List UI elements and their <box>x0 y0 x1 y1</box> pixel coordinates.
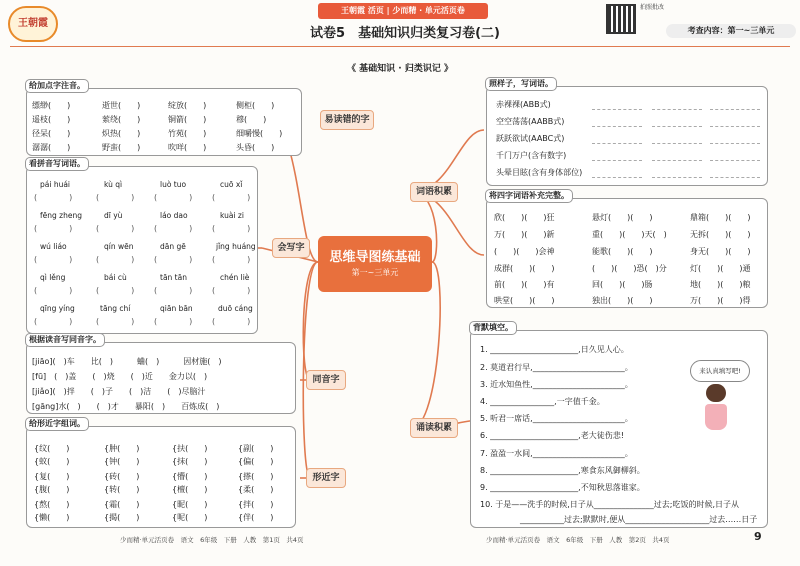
pinyin-item: bái cù <box>104 273 127 282</box>
pinyin-item: chén liè <box>220 273 250 282</box>
idiom-item: 欣( )( )狂 <box>494 213 555 222</box>
cartoon-girl-icon <box>702 384 730 432</box>
pinyin-item: cuō xǐ <box>220 180 243 189</box>
exam-scope: 考查内容：第一~三单元 <box>666 24 796 38</box>
answer-line[interactable] <box>652 109 702 110</box>
answer-parens[interactable]: ( ) <box>212 224 251 233</box>
phonetic-item: 吹咩( ) <box>168 143 207 152</box>
pinyin-item: qīng yíng <box>40 304 75 313</box>
node-similar-char: 形近字 <box>306 468 346 488</box>
answer-line[interactable] <box>592 160 642 161</box>
answer-parens[interactable]: ( ) <box>154 255 193 264</box>
recite-line: 6. ______________________,老大徒伤悲! <box>480 431 624 440</box>
panel-pinyin-title: 看拼音写词语。 <box>25 157 89 171</box>
recite-line: 9. ______________________,不知秋思落谁家。 <box>480 483 645 492</box>
answer-line[interactable] <box>652 177 702 178</box>
node-can-write: 会写字 <box>272 238 310 258</box>
phonetic-item: 竹苑( ) <box>168 129 207 138</box>
phonetic-item: 穆( ) <box>236 115 267 124</box>
answer-line[interactable] <box>710 143 760 144</box>
answer-parens[interactable]: ( ) <box>212 317 251 326</box>
pinyin-item: duō cáng <box>218 304 253 313</box>
pinyin-item: tān tān <box>160 273 187 282</box>
pinyin-item: qiān bān <box>160 304 193 313</box>
pinyin-item: qín wēn <box>104 242 134 251</box>
similar-pair: {砖( ) {转( ) <box>104 472 140 494</box>
phonetic-item: 遥枝( ) <box>32 115 71 124</box>
recite-line: 3. 近水知鱼性,_______________________。 <box>480 380 633 389</box>
phonetic-item: 逝世( ) <box>102 101 141 110</box>
qr-caption: 拍照批改 <box>640 4 665 11</box>
idiom-item: 身无( )( ) <box>690 247 751 256</box>
footer-right: 少而精·单元活页卷 语文 6年级 下册 人教 第2页 共4页 <box>486 536 670 544</box>
idiom-item: 地( )( )粮 <box>690 280 751 289</box>
example-row: 赤裸裸(ABB式) <box>496 100 551 109</box>
answer-parens[interactable]: ( ) <box>34 286 73 295</box>
center-node: 思维导图练基础 第一~三单元 <box>318 236 432 292</box>
answer-parens[interactable]: ( ) <box>96 286 135 295</box>
answer-parens[interactable]: ( ) <box>34 255 73 264</box>
answer-line[interactable] <box>592 177 642 178</box>
panel-example-title: 照样子，写词语。 <box>485 77 557 91</box>
homophone-row: [gāng]水( ) ( )才 暴阳( ) 百炼成( ) <box>32 402 220 411</box>
phonetic-item: 侧柜( ) <box>236 101 275 110</box>
homophone-row: [fū] ( )盖 ( )烧 ( )近 金力以( ) <box>32 372 208 381</box>
idiom-item: 重( )( )天( ) <box>592 230 667 239</box>
answer-parens[interactable]: ( ) <box>96 255 135 264</box>
similar-pair: {搽( ) {柔( ) <box>238 472 274 494</box>
answer-line[interactable] <box>592 126 642 127</box>
idiom-item: 成群( )( ) <box>494 264 555 273</box>
answer-parens[interactable]: ( ) <box>34 224 73 233</box>
phonetic-item: 野蛮( ) <box>102 143 141 152</box>
phonetic-item: 头昏( ) <box>236 143 275 152</box>
idiom-item: 哄堂( )( ) <box>494 296 555 305</box>
panel-homophone-title: 根据读音写同音字。 <box>25 333 105 347</box>
example-row: 空空荡荡(AABB式) <box>496 117 565 126</box>
page-number: 9 <box>754 530 762 543</box>
similar-pair: {熬( ) {懒( ) <box>34 500 70 522</box>
node-homophone: 同音字 <box>306 370 346 390</box>
page-title: 试卷5 基础知识归类复习卷(二) <box>310 26 500 41</box>
recite-line: 8. ______________________,寒食东风御柳斜。 <box>480 466 645 475</box>
answer-parens[interactable]: ( ) <box>96 317 135 326</box>
idiom-item: 鼎箱( )( ) <box>690 213 751 222</box>
pinyin-item: wú liáo <box>40 242 67 251</box>
pinyin-item: kuài zi <box>220 211 244 220</box>
phonetic-item: 径呆( ) <box>32 129 71 138</box>
speech-bubble: 来认真填写吧! <box>690 360 750 382</box>
similar-pair: {拌( ) {伴( ) <box>238 500 274 522</box>
similar-pair: {霜( ) {揭( ) <box>104 500 140 522</box>
pinyin-item: dī yù <box>104 211 123 220</box>
recite-line: 7. 盈盈一水间,_______________________。 <box>480 449 633 458</box>
pinyin-item: láo dao <box>160 211 188 220</box>
similar-pair: {复( ) {腹( ) <box>34 472 70 494</box>
recite-line: 1. ______________________,日久见人心。 <box>480 345 629 354</box>
idiom-item: ( )( )恐( )分 <box>592 264 667 273</box>
pinyin-item: qì lěng <box>40 273 66 282</box>
idiom-item: 回( )( )肠 <box>592 280 653 289</box>
phonetic-item: 绽放( ) <box>168 101 207 110</box>
idiom-item: 悬灯( )( ) <box>592 213 653 222</box>
answer-parens[interactable]: ( ) <box>34 317 73 326</box>
answer-parens[interactable]: ( ) <box>154 286 193 295</box>
answer-parens[interactable]: ( ) <box>212 193 251 202</box>
node-recite: 诵读积累 <box>410 418 458 438</box>
recite-line: 4. ________________,一字值千金。 <box>480 397 605 406</box>
similar-pair: {肿( ) {钟( ) <box>104 444 140 466</box>
answer-line[interactable] <box>710 109 760 110</box>
pinyin-item: luò tuo <box>160 180 187 189</box>
answer-line[interactable] <box>652 126 702 127</box>
footer-left: 少而精·单元活页卷 语文 6年级 下册 人教 第1页 共4页 <box>120 536 304 544</box>
answer-line[interactable] <box>592 143 642 144</box>
phonetic-item: 细嚼慢( ) <box>236 129 283 138</box>
answer-line[interactable] <box>710 126 760 127</box>
idiom-item: 灯( )( )通 <box>690 264 751 273</box>
answer-parens[interactable]: ( ) <box>212 255 251 264</box>
recite-line: 5. 听君一席话,_______________________。 <box>480 414 633 423</box>
panel-idiom-title: 将四字词语补充完整。 <box>485 189 573 203</box>
answer-line[interactable] <box>652 143 702 144</box>
answer-parens[interactable]: ( ) <box>154 224 193 233</box>
similar-pair: {纹( ) {蚊( ) <box>34 444 70 466</box>
phonetic-item: 铜箭( ) <box>168 115 207 124</box>
idiom-item: 万( )( )得 <box>690 296 751 305</box>
section-heading: 《 基础知识 · 归类识记 》 <box>347 64 453 74</box>
header-rule <box>10 46 790 47</box>
recite-line: 2. 莫道君行早,_______________________。 <box>480 363 633 372</box>
example-row: 跃跃欲试(AABC式) <box>496 134 565 143</box>
pinyin-item: jǐng huáng <box>216 242 256 251</box>
pinyin-item: kù qì <box>104 180 123 189</box>
example-row: 头晕目眩(含有身体部位) <box>496 168 583 177</box>
homophone-row: [jiāo]( )车 比( ) 蛐( ) 因材施( ) <box>32 357 222 366</box>
answer-line[interactable] <box>710 160 760 161</box>
similar-pair: {昵( ) {呢( ) <box>172 500 208 522</box>
answer-line[interactable] <box>710 177 760 178</box>
answer-parens[interactable]: ( ) <box>154 317 193 326</box>
recite-line: ___________过去;默默时,便从_____________________过去……日子 <box>520 515 758 524</box>
similar-pair: {副( ) {偏( ) <box>238 444 274 466</box>
series-banner: 王朝霞 活页 | 少而精 · 单元活页卷 <box>318 3 488 19</box>
idiom-item: ( )( )会神 <box>494 247 555 256</box>
qr-code-icon <box>606 4 636 34</box>
idiom-item: 能歌( )( ) <box>592 247 653 256</box>
answer-line[interactable] <box>592 109 642 110</box>
pinyin-item: pái huái <box>40 180 71 189</box>
pinyin-item: dān gē <box>160 242 186 251</box>
answer-parens[interactable]: ( ) <box>96 224 135 233</box>
phonetic-item: 缥缈( ) <box>32 101 71 110</box>
idiom-item: 万( )( )新 <box>494 230 555 239</box>
phonetic-item: 萦绕( ) <box>102 115 141 124</box>
answer-parens[interactable]: ( ) <box>154 193 193 202</box>
idiom-item: 前( )( )有 <box>494 280 555 289</box>
pinyin-item: fēng zheng <box>40 211 82 220</box>
similar-pair: {懵( ) {檀( ) <box>172 472 208 494</box>
phonetic-item: 炽热( ) <box>102 129 141 138</box>
brand-logo: 王朝霞 <box>8 6 58 42</box>
idiom-item: 无拆( )( ) <box>690 230 751 239</box>
panel-phonetic-title: 给加点字注音。 <box>25 79 89 93</box>
example-row: 千门万户(含有数字) <box>496 151 567 160</box>
answer-parens[interactable]: ( ) <box>212 286 251 295</box>
idiom-item: 独出( )( ) <box>592 296 653 305</box>
similar-pair: {扶( ) {抹( ) <box>172 444 208 466</box>
panel-recite-title: 背默填空。 <box>469 321 517 335</box>
recite-line: 10. 于是——洗手的时候,日子从_______________过去;吃饭的时候,日子从 <box>480 500 740 509</box>
node-word-accumulate: 词语积累 <box>410 182 458 202</box>
answer-line[interactable] <box>652 160 702 161</box>
answer-parens[interactable]: ( ) <box>96 193 135 202</box>
node-easy-mistake: 易读错的字 <box>320 110 374 130</box>
phonetic-item: 潺潺( ) <box>32 143 71 152</box>
panel-similar-title: 给形近字组词。 <box>25 417 89 431</box>
pinyin-item: tāng chí <box>100 304 131 313</box>
answer-parens[interactable]: ( ) <box>34 193 73 202</box>
homophone-row: [jiǎo]( )拌 ( )子 ( )洁 ( )尽脑汁 <box>32 387 206 396</box>
